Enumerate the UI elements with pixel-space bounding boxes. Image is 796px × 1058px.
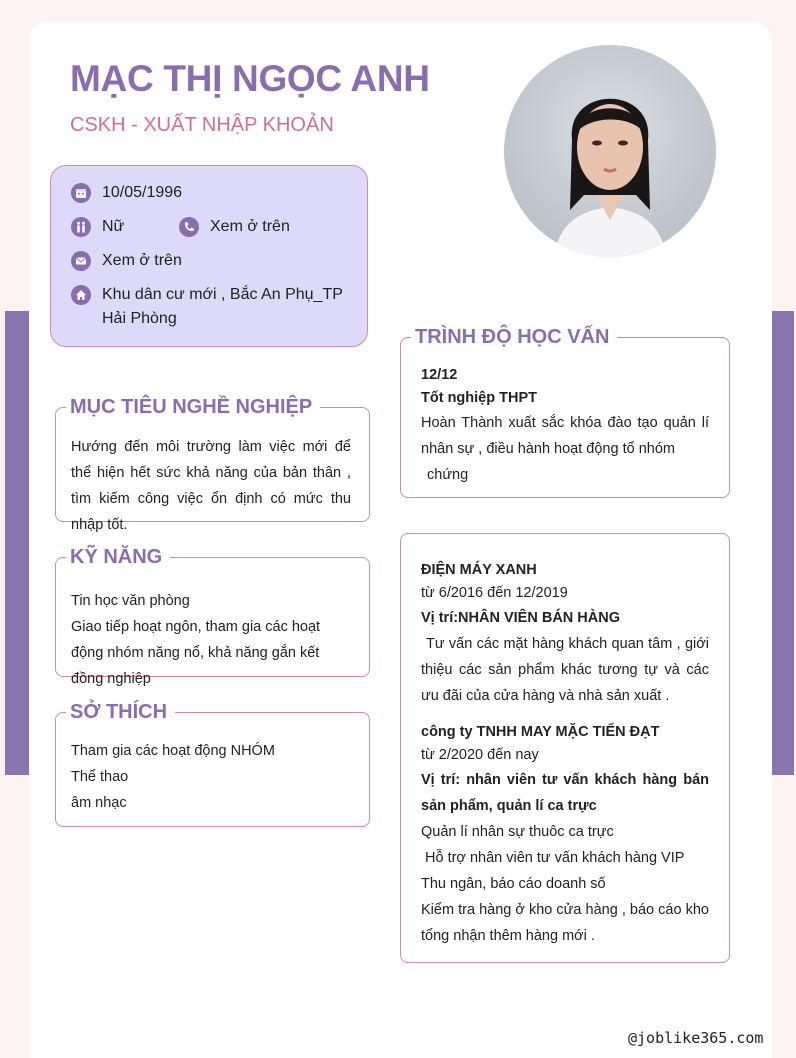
profile-photo — [504, 45, 716, 257]
objective-title: MỤC TIÊU NGHỀ NGHIỆP — [66, 395, 320, 419]
skill-item: Tin học văn phòng — [71, 593, 190, 609]
education-grade: 12/12 — [421, 367, 458, 383]
job-company: công ty TNHH MAY MẶC TIẾN ĐẠT — [421, 724, 660, 740]
job-period: từ 2/2020 đến nay — [421, 747, 539, 763]
skills-section — [55, 546, 370, 687]
job-desc: Tư vấn các mặt hàng khách quan tâm , giới thiệu các sản phẩm khác tương tự và các ưu đãi của cửa hàng và nhà sản xuất . — [421, 636, 709, 704]
education-title: TRÌNH ĐỘ HỌC VẤN — [411, 325, 617, 349]
birthday-text: 10/05/1996 — [102, 184, 183, 201]
education-extra: chứng — [427, 467, 469, 483]
right-side-band — [770, 311, 794, 775]
job-period: từ 6/2016 đến 12/2019 — [421, 585, 568, 601]
job-position: Vị trí: nhân viên tư vấn khách hàng bán sản phẩm, quản lí ca trực — [421, 772, 709, 814]
address-line-1: Khu dân cư mới , Bắc An Phụ_TP — [102, 286, 343, 303]
education-desc: Hoàn Thành xuất sắc khóa đào tạo quản lí nhân sự , điều hành hoạt động tổ nhóm — [421, 415, 709, 457]
calendar-icon — [71, 183, 91, 203]
job-company: ĐIỆN MÁY XANH — [421, 562, 537, 578]
hobbies-title: SỞ THÍCH — [66, 700, 175, 724]
candidate-job-title: CSKH - XUẤT NHẬP KHOẢN — [70, 114, 334, 136]
address-text — [102, 283, 343, 331]
hobby-item: âm nhạc — [71, 795, 127, 811]
experience-section — [400, 533, 730, 963]
left-side-band — [5, 311, 29, 775]
objective-text: Hướng đến môi trường làm việc mới để thể hiện hết sức khả năng của bản thân , tìm kiếm công việc ổn định có mức thu nhập tốt. — [71, 439, 351, 533]
job-task: Hỗ trợ nhân viên tư vấn khách hàng VIP — [425, 850, 685, 866]
education-section — [400, 326, 730, 498]
phone-text: Xem ở trên — [210, 218, 290, 235]
gender-text: Nữ — [102, 218, 125, 235]
skill-item: Giao tiếp hoạt ngôn, tham gia các hoạt động nhóm năng nổ, khả năng gắn kết đồng nghiệp — [71, 619, 321, 687]
birthday-row — [71, 183, 182, 205]
job-task: Quản lí nhân sự thuôc ca trực — [421, 824, 614, 840]
home-icon — [71, 285, 91, 305]
hobbies-section — [55, 701, 370, 827]
skills-title: KỸ NĂNG — [66, 545, 170, 569]
gender-row — [71, 217, 124, 239]
email-row — [71, 251, 182, 273]
job-position: Vị trí:NHÂN VIÊN BÁN HÀNG — [421, 610, 620, 626]
phone-icon — [179, 217, 199, 237]
objective-section — [55, 396, 370, 533]
hobby-item: Thể thao — [71, 769, 129, 785]
contact-info-box — [50, 165, 368, 347]
experience-item — [421, 721, 709, 949]
experience-item — [421, 559, 709, 709]
address-row — [71, 285, 343, 331]
email-text: Xem ở trên — [102, 252, 182, 269]
hobby-item: Tham gia các hoạt động NHÓM — [71, 743, 275, 759]
gender-icon — [71, 217, 91, 237]
candidate-name: MẠC THỊ NGỌC ANH — [70, 58, 430, 99]
email-icon — [71, 251, 91, 271]
job-task: Kiểm tra hàng ở kho cửa hàng , báo cáo kho tổng nhận thêm hàng mới . — [421, 902, 709, 944]
address-line-2: Hải Phòng — [102, 310, 177, 327]
watermark: @joblike365.com — [628, 1029, 764, 1047]
phone-row — [179, 217, 290, 239]
education-degree: Tốt nghiệp THPT — [421, 390, 537, 406]
job-task: Thu ngân, báo cáo doanh số — [421, 876, 606, 892]
